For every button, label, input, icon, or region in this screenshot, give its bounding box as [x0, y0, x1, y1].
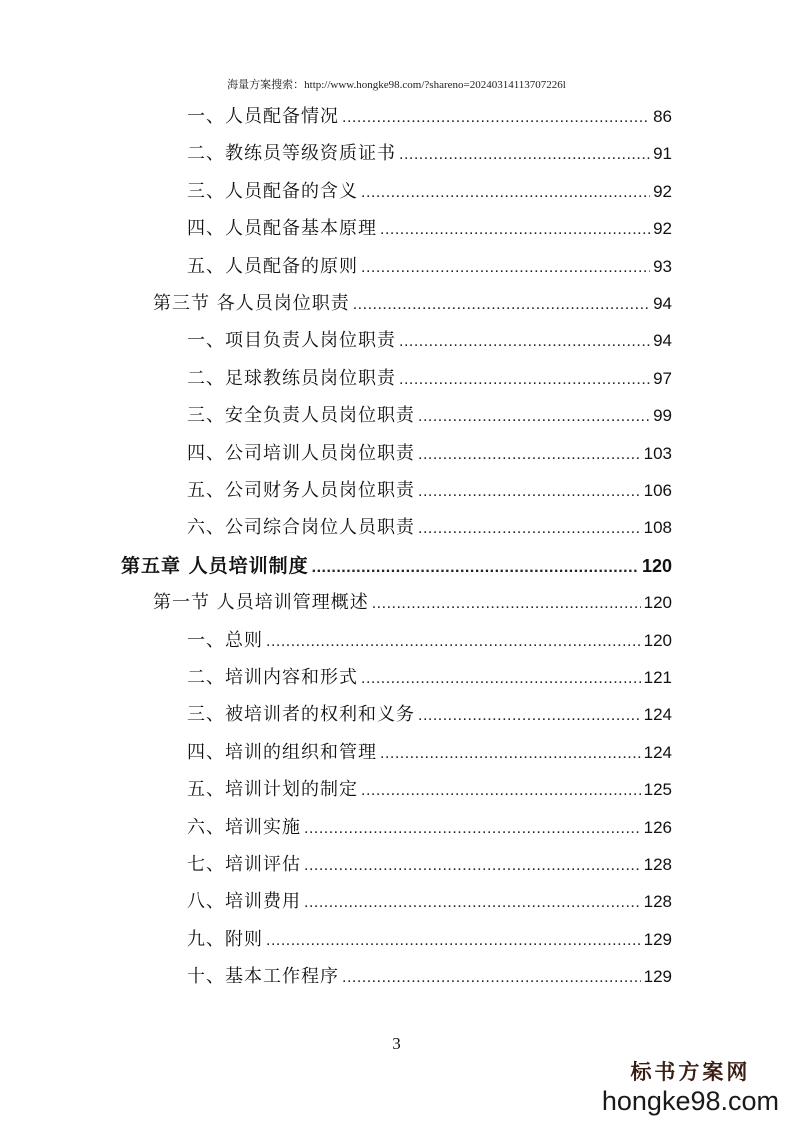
- toc-entry-page: 126: [643, 817, 672, 837]
- toc-dot-leader: [353, 292, 650, 318]
- toc-entry[interactable]: [187, 889, 672, 915]
- toc-entry-label: 九、附则: [187, 928, 263, 950]
- toc-dot-leader: [372, 591, 641, 617]
- toc-dot-leader: [399, 329, 650, 355]
- toc-entry[interactable]: [187, 628, 672, 654]
- toc-entry-page: 129: [643, 967, 672, 987]
- toc-entry[interactable]: [187, 104, 672, 130]
- toc-entry[interactable]: [187, 403, 672, 429]
- toc-entry-page: 124: [643, 742, 672, 762]
- toc-entry-label: 一、总则: [187, 629, 263, 651]
- toc-entry-page: 120: [641, 555, 672, 576]
- toc-entry[interactable]: [187, 515, 672, 541]
- toc-entry-page: 86: [653, 107, 672, 126]
- toc-entry-label: 二、足球教练员岗位职责: [187, 367, 396, 389]
- toc-entry-label: 五、公司财务人员岗位职责: [187, 480, 415, 501]
- site-watermark: [602, 1056, 779, 1116]
- toc-entry-page: 92: [653, 181, 672, 201]
- toc-dot-leader: [304, 853, 641, 879]
- page-number: 3: [392, 1034, 401, 1053]
- toc-entry-label: 七、培训评估: [187, 854, 301, 875]
- toc-entry-label: 第五章 人员培训制度: [121, 554, 309, 577]
- toc-entry[interactable]: [187, 254, 672, 280]
- toc-dot-leader: [266, 629, 641, 655]
- toc-entry[interactable]: [187, 964, 672, 990]
- toc-entry-page: 129: [643, 929, 672, 949]
- toc-entry-page: 99: [653, 406, 672, 426]
- toc-dot-leader: [266, 928, 641, 954]
- toc-entry-page: 128: [643, 892, 672, 912]
- toc-entry-label: 三、人员配备的含义: [187, 180, 358, 202]
- toc-dot-leader: [361, 666, 641, 692]
- toc-entry-label: 六、培训实施: [187, 816, 301, 838]
- toc-dot-leader: [361, 778, 641, 804]
- toc-dot-leader: [418, 442, 641, 468]
- toc-dot-leader: [399, 142, 650, 168]
- toc-dot-leader: [380, 741, 641, 767]
- toc-entry-label: 十、基本工作程序: [187, 966, 339, 988]
- toc-dot-leader: [361, 180, 650, 206]
- toc-entry-label: 第三节 各人员岗位职责: [153, 293, 350, 314]
- toc-entry-label: 八、培训费用: [187, 891, 301, 913]
- toc-dot-leader: [312, 555, 639, 581]
- toc-dot-leader: [304, 816, 641, 842]
- toc-entry[interactable]: [187, 179, 672, 205]
- toc-entry[interactable]: [187, 216, 672, 242]
- toc-entry-label: 四、公司培训人员岗位职责: [187, 442, 415, 464]
- toc-entry-label: 一、项目负责人岗位职责: [187, 330, 396, 352]
- toc-entry-page: 94: [653, 331, 672, 351]
- toc-dot-leader: [304, 890, 641, 916]
- toc-entry[interactable]: [121, 553, 672, 579]
- toc-entry[interactable]: [187, 328, 672, 354]
- toc-entry-label: 四、培训的组织和管理: [187, 741, 377, 763]
- toc-entry-page: 124: [643, 705, 672, 725]
- toc-entry-page: 106: [643, 481, 672, 500]
- toc-entry[interactable]: [187, 366, 672, 392]
- toc-entry-page: 94: [653, 294, 672, 313]
- toc-entry[interactable]: [187, 852, 672, 878]
- toc-entry-page: 125: [643, 780, 672, 800]
- toc-entry[interactable]: [187, 665, 672, 691]
- toc-entry-label: 第一节 人员培训管理概述: [153, 592, 369, 614]
- toc-dot-leader: [418, 479, 641, 505]
- toc-dot-leader: [342, 965, 641, 991]
- toc-entry-label: 五、人员配备的原则: [187, 255, 358, 277]
- toc-entry[interactable]: [187, 740, 672, 766]
- page-header-url: 海量方案搜索：http://www.hongke98.com/?shareno=20240314113707226l: [227, 79, 566, 91]
- toc-dot-leader: [361, 255, 650, 281]
- toc-entry-page: 91: [653, 144, 672, 164]
- toc-entry-page: 121: [643, 668, 672, 687]
- toc-entry-page: 108: [643, 518, 672, 538]
- toc-dot-leader: [418, 404, 650, 430]
- watermark-en: hongke98.com: [601, 1086, 779, 1116]
- toc-entry-label: 二、培训内容和形式: [187, 667, 358, 688]
- toc-entry[interactable]: [187, 777, 672, 803]
- toc-entry-page: 120: [643, 593, 672, 613]
- toc-entry-label: 四、人员配备基本原理: [187, 218, 377, 240]
- toc-entry-label: 三、安全负责人员岗位职责: [187, 405, 415, 427]
- toc-entry[interactable]: [187, 815, 672, 841]
- toc-dot-leader: [418, 703, 641, 729]
- toc-entry-page: 103: [643, 443, 672, 463]
- toc-entry-label: 一、人员配备情况: [187, 106, 339, 127]
- toc-entry[interactable]: [187, 927, 672, 953]
- toc-entry-page: 120: [643, 630, 672, 650]
- toc-entry-label: 六、公司综合岗位人员职责: [187, 517, 415, 539]
- toc-entry-page: 92: [653, 219, 672, 239]
- toc-entry-label: 三、被培训者的权利和义务: [187, 704, 415, 726]
- toc-dot-leader: [342, 105, 650, 131]
- toc-entry[interactable]: [153, 291, 672, 317]
- toc-entry-page: 93: [653, 256, 672, 276]
- watermark-cn: 标书方案网: [630, 1059, 751, 1084]
- toc-entry[interactable]: [187, 141, 672, 167]
- toc-entry-label: 五、培训计划的制定: [187, 779, 358, 801]
- toc-entry-page: 97: [653, 368, 672, 388]
- toc-entry[interactable]: [153, 590, 672, 616]
- toc-dot-leader: [399, 367, 650, 393]
- toc-dot-leader: [380, 217, 650, 243]
- toc-entry[interactable]: [187, 478, 672, 504]
- toc-entry-page: 128: [643, 855, 672, 874]
- toc-entry-label: 二、教练员等级资质证书: [187, 143, 396, 165]
- toc-dot-leader: [418, 516, 641, 542]
- toc-entry[interactable]: [187, 702, 672, 728]
- toc-entry[interactable]: [187, 441, 672, 467]
